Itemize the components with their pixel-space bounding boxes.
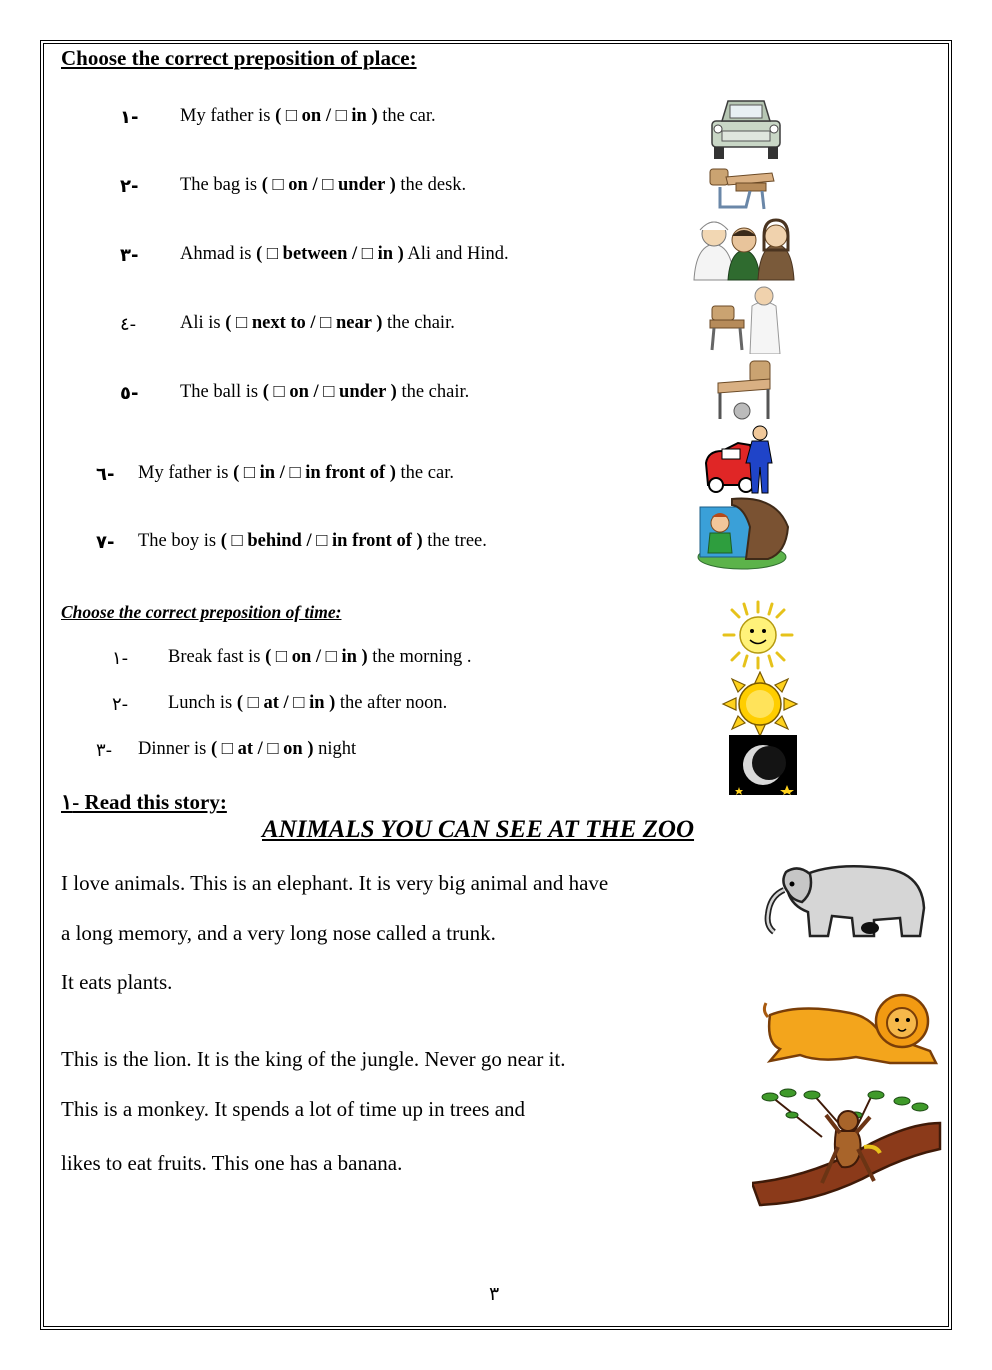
story-title: ANIMALS YOU CAN SEE AT THE ZOO <box>262 816 695 843</box>
story-line-6: likes to eat fruits. This one has a banana. <box>61 1151 403 1175</box>
option-1[interactable]: □ on <box>273 382 309 402</box>
question-number: ٣- <box>96 740 113 761</box>
question-number: ١- <box>120 107 139 128</box>
story-line-1: I love animals. This is an elephant. It is very big animal and have <box>61 871 609 895</box>
ball-under-chair-icon <box>712 357 776 421</box>
question-sentence: The boy is ( □ behind / □ in front of ) the tree. <box>138 531 487 551</box>
desk-icon <box>706 163 778 213</box>
question-number: ٦- <box>96 464 115 485</box>
option-2[interactable]: □ in <box>293 693 325 713</box>
option-1[interactable]: □ at <box>247 693 279 713</box>
option-2[interactable]: □ under <box>322 175 385 195</box>
question-number: ١- <box>112 648 129 669</box>
three-people-icon <box>692 216 796 282</box>
moon-night-icon <box>729 735 797 795</box>
option-1[interactable]: □ behind <box>231 531 302 551</box>
option-2[interactable]: □ under <box>323 382 387 402</box>
option-2[interactable]: □ in <box>361 244 394 264</box>
monkey-icon <box>752 1087 942 1207</box>
question-number: ٢- <box>112 694 129 715</box>
lion-icon <box>760 993 942 1069</box>
option-2[interactable]: □ in <box>325 647 357 667</box>
option-2[interactable]: □ in <box>335 106 367 126</box>
question-sentence: Dinner is ( □ at / □ on ) night <box>138 739 357 759</box>
option-2[interactable]: □ near <box>320 313 372 333</box>
option-1[interactable]: □ on <box>275 647 312 667</box>
time-heading: Choose the correct preposition of time: <box>61 602 342 622</box>
page-number: ٣ <box>489 1283 500 1305</box>
story-line-3: It eats plants. <box>61 970 173 994</box>
option-1[interactable]: □ at <box>221 739 253 759</box>
option-2[interactable]: □ in front of <box>316 531 412 551</box>
morning-sun-icon <box>718 600 798 670</box>
question-sentence: The ball is ( □ on / □ under ) the chair. <box>180 382 470 402</box>
afternoon-sun-icon <box>720 671 800 737</box>
car-icon <box>706 95 786 161</box>
option-1[interactable]: □ between <box>266 244 348 264</box>
question-number: ٧- <box>96 532 115 553</box>
story-line-4: This is the lion. It is the king of the jungle. Never go near it. <box>61 1047 566 1071</box>
question-sentence: The bag is ( □ on / □ under ) the desk. <box>180 175 467 195</box>
man-by-red-car-icon <box>704 423 776 495</box>
question-number: ٤- <box>120 314 137 335</box>
read-story-heading: ١- Read this story: <box>61 790 227 814</box>
option-2[interactable]: □ in front of <box>289 463 386 483</box>
boy-behind-tree-icon <box>696 497 792 571</box>
question-sentence: Lunch is ( □ at / □ in ) the after noon. <box>168 693 448 713</box>
option-1[interactable]: □ in <box>243 463 276 483</box>
question-number: ٣- <box>120 245 139 266</box>
option-2[interactable]: □ on <box>267 739 303 759</box>
place-heading: Choose the correct preposition of place: <box>61 46 417 70</box>
man-by-chair-icon <box>706 284 790 354</box>
question-sentence: My father is ( □ on / □ in ) the car. <box>180 106 436 126</box>
option-1[interactable]: □ next to <box>236 313 306 333</box>
story-line-2: a long memory, and a very long nose called a trunk. <box>61 921 496 945</box>
question-sentence: My father is ( □ in / □ in front of ) the car. <box>138 463 454 483</box>
option-1[interactable]: □ on <box>285 106 322 126</box>
question-number: ٢- <box>120 176 139 197</box>
question-number: ٥- <box>120 383 139 404</box>
question-sentence: Ahmad is ( □ between / □ in ) Ali and Hind. <box>180 244 509 264</box>
question-sentence: Break fast is ( □ on / □ in ) the morning . <box>168 647 472 667</box>
question-sentence: Ali is ( □ next to / □ near ) the chair. <box>180 313 455 333</box>
elephant-icon <box>762 862 928 940</box>
story-line-5: This is a monkey. It spends a lot of time up in trees and <box>61 1097 526 1121</box>
option-1[interactable]: □ on <box>272 175 308 195</box>
